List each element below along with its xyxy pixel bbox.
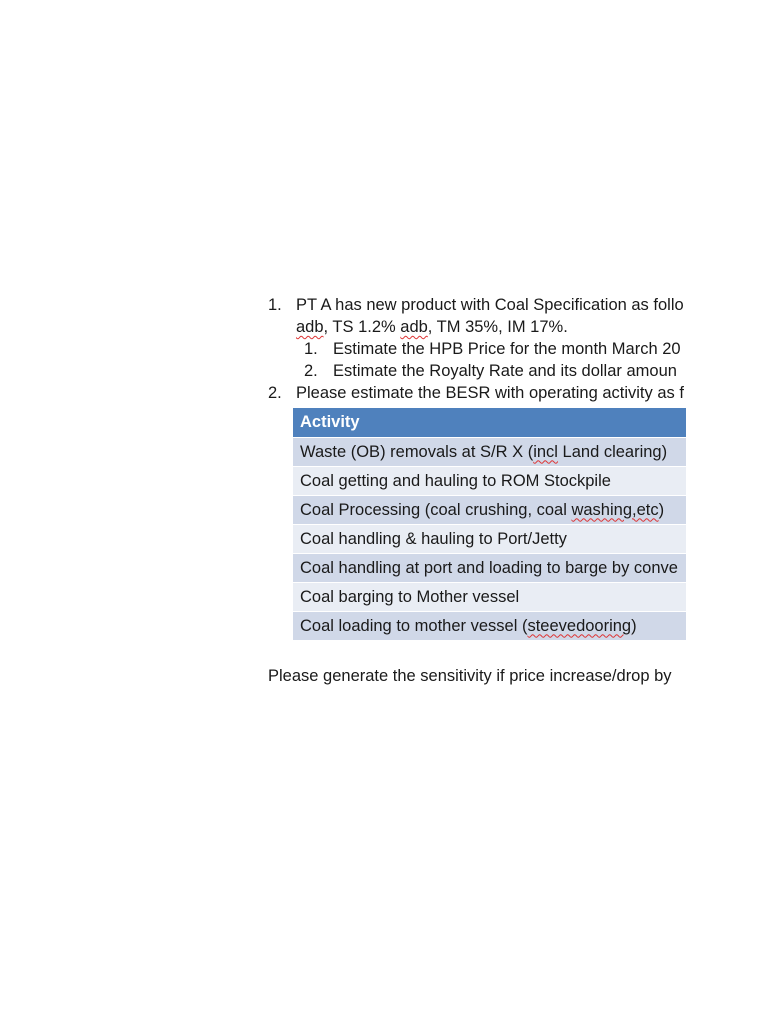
- table-row: [293, 496, 686, 525]
- sub-item-2-text: Estimate the Royalty Rate and its dollar amoun: [333, 362, 677, 380]
- cell-text: Coal Processing (coal crushing, coal: [300, 500, 572, 519]
- item-1-line-1: PT A has new product with Coal Specification as follo: [296, 296, 684, 314]
- spellcheck-word: steevedooring: [527, 616, 632, 635]
- item-1-line-2-text-end: , TM 35%, IM 17%.: [427, 318, 568, 336]
- cell-text: Waste (OB) removals at S/R X (: [300, 442, 534, 461]
- table-cell: [293, 612, 686, 641]
- table-cell: [293, 438, 686, 467]
- item-1-line-2: [296, 316, 568, 338]
- table-cell: [293, 525, 686, 554]
- spellcheck-word: washing,etc: [571, 500, 659, 519]
- table-row: [293, 554, 686, 583]
- table-row: [293, 438, 686, 467]
- cell-text: Coal loading to mother vessel (: [300, 616, 528, 635]
- table-row: [293, 612, 686, 641]
- table-cell: [293, 583, 686, 612]
- cell-text: Coal handling & hauling to Port/Jetty: [300, 529, 567, 548]
- table-row: [293, 467, 686, 496]
- cell-text-end: ): [658, 500, 665, 519]
- cell-text-end: ): [631, 616, 637, 635]
- table-cell: [293, 496, 686, 525]
- activity-table: [293, 408, 686, 640]
- spellcheck-word: adb: [400, 318, 428, 336]
- item-1-number: 1.: [268, 296, 282, 314]
- item-2-number: 2.: [268, 384, 282, 402]
- activity-column-header: Activity: [293, 408, 686, 438]
- sub-item-2-number: 2.: [304, 362, 318, 380]
- table-cell: [293, 554, 686, 583]
- sensitivity-instruction: Please generate the sensitivity if price increase/drop by: [268, 667, 672, 685]
- sub-item-1-number: 1.: [304, 340, 318, 358]
- cell-text-end: Land clearing): [557, 442, 668, 461]
- item-2-text: Please estimate the BESR with operating activity as f: [296, 384, 684, 402]
- sub-item-1-text: Estimate the HPB Price for the month March 20: [333, 340, 681, 358]
- cell-text: Coal barging to Mother vessel: [300, 587, 520, 606]
- table-row: [293, 525, 686, 554]
- table-row: [293, 583, 686, 612]
- spellcheck-word: adb: [296, 318, 324, 336]
- spellcheck-word: incl: [533, 442, 558, 461]
- table-header-row: [293, 408, 686, 438]
- item-1-line-2-text: , TS 1.2%: [323, 318, 401, 336]
- cell-text: Coal getting and hauling to ROM Stockpile: [300, 471, 611, 490]
- cell-text: Coal handling at port and loading to barge by conve: [300, 558, 678, 577]
- table-cell: [293, 467, 686, 496]
